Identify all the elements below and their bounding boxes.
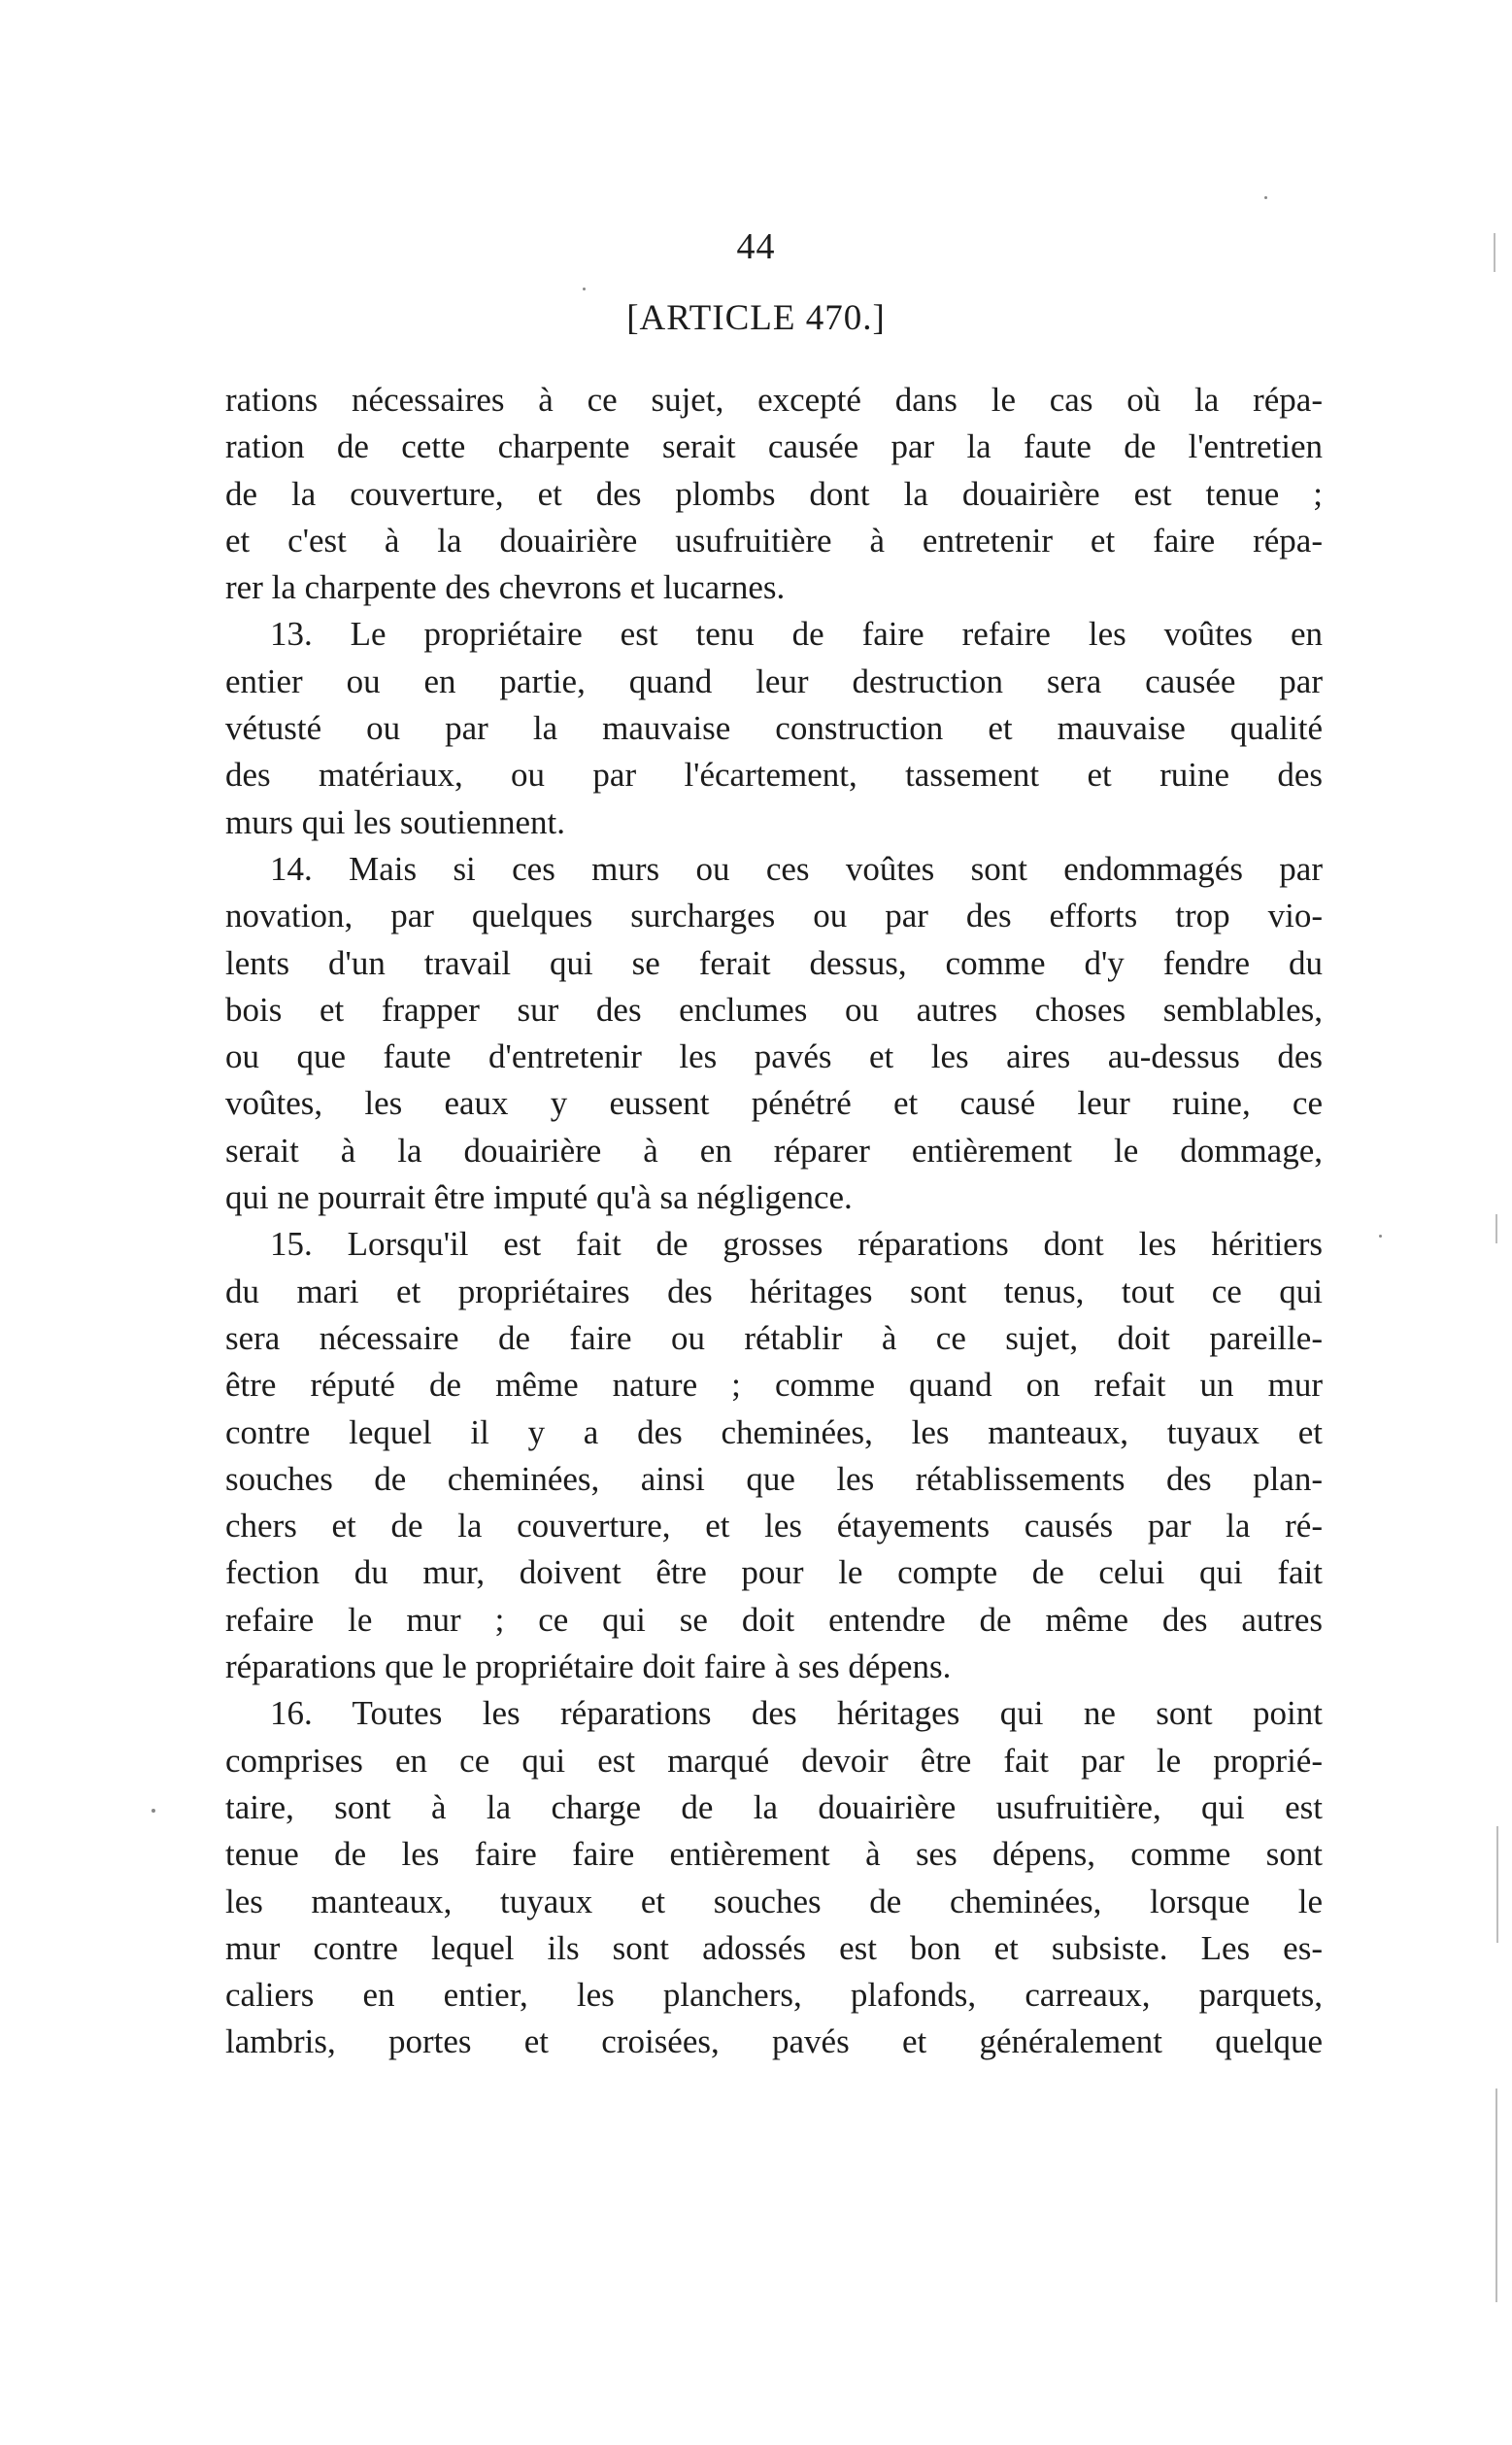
- scan-margin-mark: [1495, 1214, 1497, 1243]
- text-line: vétusté ou par la mauvaise construction et mauvaise qualité: [225, 709, 1323, 748]
- scan-margin-mark: [1494, 233, 1495, 272]
- text-line: mur contre lequel ils sont adossés est bon et subsiste. Les es-: [225, 1928, 1323, 1967]
- text-line: rations nécessaires à ce sujet, excepté dans le cas où la répa-: [225, 381, 1323, 419]
- text-line: les manteaux, tuyaux et souches de cheminées, lorsque le: [225, 1882, 1323, 1920]
- text-line: souches de cheminées, ainsi que les rétablissements des plan-: [225, 1459, 1323, 1498]
- text-line: rer la charpente des chevrons et lucarnes.: [225, 568, 786, 607]
- text-line: entier ou en partie, quand leur destruction sera causée par: [225, 662, 1323, 700]
- text-line: 16. Toutes les réparations des héritages qui ne sont point: [270, 1694, 1323, 1733]
- text-line: de la couverture, et des plombs dont la douairière est tenue ;: [225, 474, 1323, 513]
- text-line: chers et de la couverture, et les étayements causés par la ré-: [225, 1507, 1323, 1545]
- text-line: des matériaux, ou par l'écartement, tassement et ruine des: [225, 756, 1323, 795]
- text-line: voûtes, les eaux y eussent pénétré et causé leur ruine, ce: [225, 1084, 1323, 1123]
- text-line: ou que faute d'entretenir les pavés et les aires au-dessus des: [225, 1037, 1323, 1076]
- text-line: murs qui les soutiennent.: [225, 802, 565, 841]
- text-line: être réputé de même nature ; comme quand on refait un mur: [225, 1366, 1323, 1405]
- text-line: contre lequel il y a des cheminées, les manteaux, tuyaux et: [225, 1412, 1323, 1451]
- text-line: caliers en entier, les planchers, plafonds, carreaux, parquets,: [225, 1976, 1323, 2015]
- text-line: sera nécessaire de faire ou rétablir à ce sujet, doit pareille-: [225, 1318, 1323, 1357]
- text-line: refaire le mur ; ce qui se doit entendre de même des autres: [225, 1600, 1323, 1639]
- scan-margin-mark: [1495, 2088, 1497, 2302]
- text-line: qui ne pourrait être imputé qu'à sa négligence.: [225, 1178, 853, 1217]
- text-line: 13. Le propriétaire est tenu de faire refaire les voûtes en: [270, 615, 1323, 654]
- text-line: ration de cette charpente serait causée par la faute de l'entretien: [225, 427, 1323, 466]
- scan-speck: [1264, 196, 1267, 199]
- scan-margin-mark: [1496, 1826, 1498, 1943]
- text-line: serait à la douairière à en réparer entièrement le dommage,: [225, 1131, 1323, 1170]
- running-head: [ARTICLE 470.]: [626, 298, 886, 338]
- text-line: bois et frapper sur des enclumes ou autres choses semblables,: [225, 990, 1323, 1029]
- text-line: fection du mur, doivent être pour le compte de celui qui fait: [225, 1553, 1323, 1592]
- scan-speck: [583, 288, 586, 290]
- text-line: lambris, portes et croisées, pavés et généralement quelque: [225, 2022, 1323, 2061]
- text-line: du mari et propriétaires des héritages sont tenus, tout ce qui: [225, 1272, 1323, 1310]
- text-line: novation, par quelques surcharges ou par des efforts trop vio-: [225, 897, 1323, 935]
- text-line: réparations que le propriétaire doit faire à ses dépens.: [225, 1647, 952, 1686]
- scan-speck: [1379, 1235, 1382, 1238]
- text-line: comprises en ce qui est marqué devoir être fait par le proprié-: [225, 1741, 1323, 1780]
- text-line: tenue de les faire faire entièrement à ses dépens, comme sont: [225, 1835, 1323, 1874]
- text-line: taire, sont à la charge de la douairière usufruitière, qui est: [225, 1787, 1323, 1826]
- text-line: 14. Mais si ces murs ou ces voûtes sont endommagés par: [270, 849, 1323, 888]
- scan-speck: [151, 1809, 155, 1813]
- page-number: 44: [736, 226, 776, 267]
- text-line: et c'est à la douairière usufruitière à entretenir et faire répa-: [225, 521, 1323, 560]
- text-line: 15. Lorsqu'il est fait de grosses réparations dont les héritiers: [270, 1225, 1323, 1264]
- body-text: [225, 377, 1323, 2066]
- text-line: lents d'un travail qui se ferait dessus, comme d'y fendre du: [225, 943, 1323, 982]
